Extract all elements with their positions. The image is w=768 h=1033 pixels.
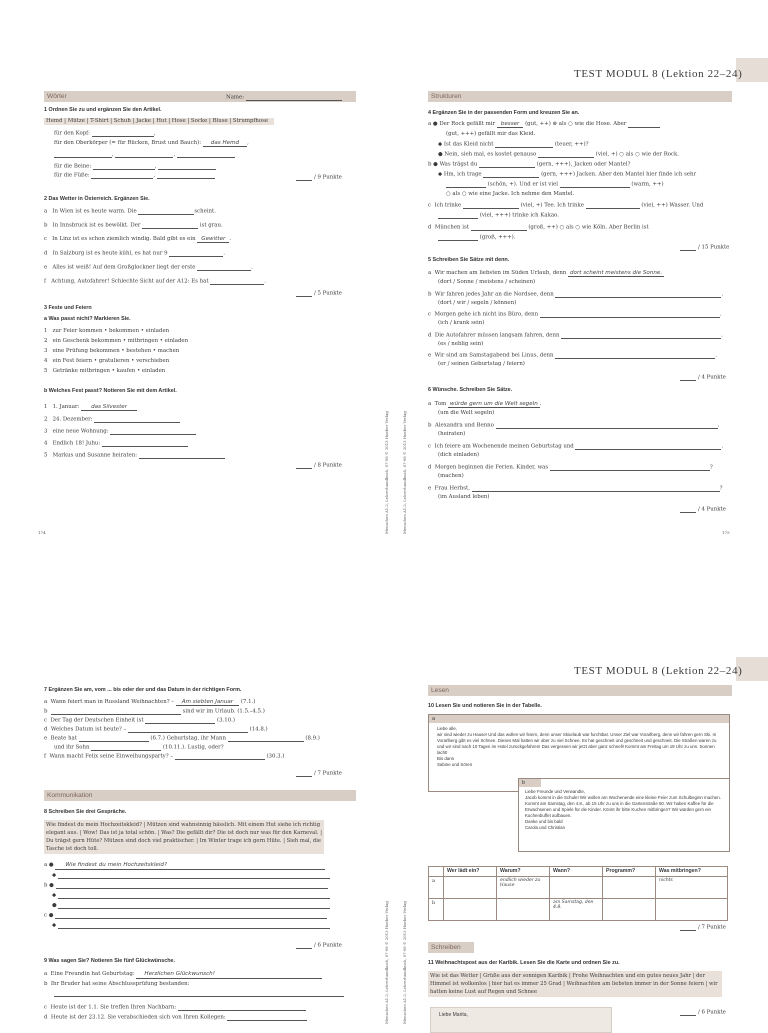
section-schreiben: Schreiben — [428, 942, 474, 953]
table-header-row — [429, 867, 728, 877]
section-kommunikation: Kommunikation — [44, 790, 356, 801]
q5-e-hint: (er / seinen Geburtstag / feiern) — [438, 361, 525, 367]
q6-a-hint: (um die Welt segeln) — [438, 410, 495, 416]
q7-title: 7 Ergänzen Sie am, vom ... bis oder der und das Datum in der richtigen Form. — [44, 687, 242, 693]
page-number-175: 175 — [722, 530, 730, 535]
q9-title: 9 Was sagen Sie? Notieren Sie fünf Glückwünsche. — [44, 958, 176, 964]
table-row: a endlich wieder zu Hause nichts — [429, 876, 728, 898]
q10-title: 10 Lesen Sie und notieren Sie in der Tabelle. — [428, 703, 542, 709]
q2-a: a In Wien ist es heute warm. Die scheint. — [44, 208, 216, 215]
q3-item-3: 3 eine Prüfung bekommen • bestehen • machen — [44, 348, 180, 354]
name-field[interactable] — [246, 94, 342, 101]
q6-b: b Alexandra und Benno . — [428, 422, 720, 429]
q6-a: a Tom würde gern um die Welt segeln . — [428, 401, 542, 407]
q4-b1: b ● Was trägst du (gern, +++), Jacken oder Mantel? — [428, 161, 631, 168]
q3-item-2: 2 ein Geschenk bekommen • mitbringen • einladen — [44, 338, 189, 344]
table-header: Wann? — [550, 867, 603, 877]
copyright-bottom-right: Menschen A1.2, Lehrerhandbuch, 07-98 © 2013 Hueber Verlag — [402, 901, 407, 1024]
q2-d: d In Salzburg ist es heute kühl, es hat nur 9 . — [44, 250, 225, 257]
q3b-5: 5 Markus und Susanne heiraten: — [44, 452, 225, 459]
q9-c: c Heute ist der 1.1. Sie treffen Ihren Nachbarn: — [44, 1004, 306, 1011]
q6-b-hint: (heiraten) — [438, 431, 466, 437]
q1-points: / 9 Punkte — [296, 174, 342, 181]
q9-b: b Ihr Bruder hat seine Abschlussprüfung bestanden: — [44, 981, 190, 987]
q11-title: 11 Weihnachtspost aus der Karibik. Lesen Sie die Karte und ordnen Sie zu. — [428, 960, 620, 966]
q2-e: e Alles ist weiß! Auf dem Großglockner liegt der erste . — [44, 264, 253, 271]
table-header: Wer lädt ein? — [444, 867, 497, 877]
q10-points: / 7 Punkte — [680, 924, 726, 931]
q7-f: f Wann macht Felix seine Einweihungsparty? – (30.3.) — [44, 753, 285, 760]
q4-points: / 15 Punkte — [680, 244, 729, 251]
table-header: Warum? — [497, 867, 550, 877]
q5-d-hint: (es / neblig sein) — [438, 341, 484, 347]
q3b-4: 4 Endlich 18! Juhu: — [44, 440, 188, 447]
q4-b2: ◆ Hm, ich trage (gern, +++) Jacken. Aber den Mantel hier finde ich sehr — [438, 171, 697, 178]
q7-c: c Der Tag der Deutschen Einheit ist (3.10.) — [44, 717, 235, 724]
q8-b3: ● — [52, 902, 330, 909]
q4-title: 4 Ergänzen Sie in der passenden Form und kreuzen Sie an. — [428, 110, 580, 116]
q1-kopf: für den Kopf: , — [54, 130, 156, 137]
section-strukturen: Strukturen — [428, 91, 732, 102]
name-label: Name: — [226, 94, 342, 101]
q2-points: / 5 Punkte — [296, 290, 342, 297]
q2-c: c In Linz ist es schon ziemlich windig. Bald gibt es ein Gewitter . — [44, 236, 232, 242]
copyright-right: Menschen A1.2, Lehrerhandbuch, 07-98 © 2013 Hueber Verlag — [402, 411, 407, 534]
q4-b3: (schön, +). Und er ist viel (warm, ++) — [446, 181, 664, 188]
copyright-left: Menschen A1.2, Lehrerhandbuch, 07-98 © 2013 Hueber Verlag — [384, 411, 389, 534]
q7-b: b sind wir im Urlaub. (1.5.–4.5.) — [44, 708, 265, 715]
q7-e: e Beate hat (6.7.) Geburtstag, ihr Mann (8.9.) — [44, 735, 320, 742]
table-row: b am Samstag, den 4.8. — [429, 898, 728, 920]
q8-c2: ◆ — [52, 922, 330, 929]
q5-a-hint: (dort / Sonne / meistens / scheinen) — [438, 279, 536, 285]
q6-title: 6 Wünsche. Schreiben Sie Sätze. — [428, 387, 513, 393]
q4-a2: (gut, +++) gefällt mir das Kleid. — [446, 131, 536, 137]
q5-points: / 4 Punkte — [680, 374, 726, 381]
q7-e2: und ihr Sohn (10.11.). Lustig, oder? — [54, 744, 224, 751]
q3b-3: 3 eine neue Wohnung: — [44, 428, 196, 435]
q8-a: a ● Wie findest du mein Hochzeitskleid? — [44, 862, 325, 870]
q1-beine: für die Beine: , — [54, 163, 216, 170]
q3-item-1: 1 zur Feier kommen • bekommen • einladen — [44, 328, 170, 334]
q9-a: a Eine Freundin hat Geburtstag: Herzlichen Glückwunsch! — [44, 971, 322, 979]
q3a-title: a Was passt nicht? Markieren Sie. — [44, 316, 131, 322]
section-lesen: Lesen — [428, 685, 732, 696]
q7-d: d Welches Datum ist heute? – (14.8.) — [44, 726, 268, 733]
letter-b-text: Liebe Freunde und Verwandte, Jacob kommt in die Schule! Wir wollen am Wochenende eine kleine Feier zum Schulbeginn machen. Kommt am Samstag, den 4.8., ab 15 Uhr zu uns in die Gartenstraße 50. Wir haben Kaffee für die Erwachsenen und Spiele für die Kinder. Könnt ihr bitte Kuchen mitbringen? Wir würden gern ein Kuchenbuffet aufbauen. Danke und bis bald Carola und Christian — [525, 789, 721, 830]
q3-points: / 8 Punkte — [296, 462, 342, 469]
q4-d2: (groß, +++). — [438, 234, 516, 241]
page-header-top: TEST MODUL 8 (Lektion 22–24) — [574, 68, 743, 80]
q5-b-hint: (dort / wir / segeln / können) — [438, 300, 517, 306]
q6-e-hint: (im Ausland leben) — [438, 494, 490, 500]
q5-c: c Morgen gehe ich nicht ins Büro, denn . — [428, 311, 722, 318]
q1-fuesse: für die Füße: , — [54, 172, 215, 179]
table-header — [429, 867, 444, 877]
page-header-bottom: TEST MODUL 8 (Lektion 22–24) — [574, 665, 743, 677]
q3-item-4: 4 ein Fest feiern • gratulieren • verschieben — [44, 358, 170, 364]
q11-wordbox: Wie ist das Wetter | Grüße aus der sonnigen Karibik | Frohe Weihnachten und ein gutes neues Jahr | der Himmel ist wolkenlos | hier hat es immer 25 Grad | Weihnachten am liebsten immer in der Sonne feiern | wir hatten keine Lust auf Regen und Schnee — [428, 971, 722, 997]
table-header: Programm? — [603, 867, 656, 877]
q6-points: / 4 Punkte — [680, 506, 726, 513]
q3b-title: b Welches Fest passt? Notieren Sie mit dem Artikel. — [44, 388, 177, 394]
q5-c-hint: (ich / krank sein) — [438, 320, 485, 326]
q3-item-5: 5 Getränke mitbringen • kaufen • einladen — [44, 368, 166, 374]
q2-title: 2 Das Wetter in Österreich. Ergänzen Sie. — [44, 196, 150, 202]
letter-a-text: Liebe alle, wir sind wieder zu Hause! Und das wollen wir feiern, denn unser Skiurlaub war furchtbar. Unser Ziel war Vorarlberg, denn wir fahren gern Ski. In Vorarlberg gibt es viel Schnee. Dieses Mal hatten wir aber zu viel Schnee. Es hat geschneit und geschneit und geschneit. Die Straßen waren zu und wir sind nach 10 Tagen im Hotel zurückgefahren! Das vergessen wir jetzt aber ganz schnell! Kommt am Freitag um 19 Uhr zu uns. Sonnen lacht! Bis dann Sabine und Sören — [437, 726, 717, 767]
q8-c1: c ● — [44, 912, 327, 919]
q4-a1: a ● Der Rock gefällt mir besser (gut, ++) ⊗ als ○ wie die Hose. Aber — [428, 121, 660, 128]
section-woerter: Wörter — [44, 91, 356, 102]
letter-b-label: b — [519, 779, 541, 787]
q6-e: e Frau Herbst, ? — [428, 485, 723, 492]
q3b-1: 1 1. Januar: das Silvester — [44, 404, 137, 411]
postcard-greeting: Liebe Marita, — [439, 1012, 468, 1018]
q8-title: 8 Schreiben Sie drei Gespräche. — [44, 809, 127, 815]
q4-c1: c Ich trinke (viel, +) Tee. Ich trinke (viel, ++) Wasser. Und — [428, 202, 704, 209]
q4-a3: ◆ Ist das Kleid nicht (teuer, ++)? — [438, 141, 589, 148]
letter-b — [518, 778, 730, 852]
q3b-2: 2 24. Dezember: — [44, 416, 180, 423]
q10-table — [428, 866, 728, 921]
q1-oberkoerper: für den Oberkörper (= für Rücken, Brust und Bauch): das Hemd , — [54, 140, 249, 146]
q1-title: 1 Ordnen Sie zu und ergänzen Sie den Artikel. — [44, 107, 162, 113]
q8-points: / 6 Punkte — [296, 942, 342, 949]
table-header: Was mitbringen? — [656, 867, 728, 877]
q5-b: b Wir fahren jedes Jahr an die Nordsee, denn . — [428, 291, 724, 298]
q7-a: a Wann feiert man in Russland Weihnachten? – Am siebten Januar (7.1.) — [44, 699, 256, 705]
q8-a2: ◆ — [52, 872, 330, 879]
q8-b1: b ● — [44, 882, 328, 889]
q6-c-hint: (dich einladen) — [438, 452, 480, 458]
q8-wordbox: Wie findest du mein Hochzeitskleid? | Mützen sind wahnsinnig hässlich. Mit einem Hut siehe ich richtig elegant aus. | Wow! Das ist ja total schön. | Was? Die gefällt dir? Die ist doch nur was für den Karneval. | Du trägst gern Hüte? Mützen sind doch viel praktischer. | Im Winter trage ich gern Hüte. | Sieh mal, die Tasche ist doch toll. — [44, 820, 324, 854]
q1-oberkoerper-answer: das Hemd — [203, 140, 247, 147]
q4-b4: ○ als ○ wie eine Jacke. Ich nehme den Mantel. — [446, 191, 575, 197]
q1-wordbox: Hemd | Mütze | T-Shirt | Schuh | Jacke | Hut | Hose | Socke | Bluse | Strumpfhose — [44, 118, 274, 125]
q9-b-line — [54, 990, 344, 997]
q3-title: 3 Feste und Feiern — [44, 305, 92, 311]
q4-a4: ● Nein, sieh mal, es kostet genauso (viel, +) ○ als ○ wie der Rock. — [438, 151, 680, 158]
q2-b: b In Innsbruck ist es bewölkt. Der ist grau. — [44, 222, 223, 229]
q6-c: c Ich feiere am Wochenende meinen Geburtstag und . — [428, 443, 724, 450]
postcard — [430, 1007, 612, 1033]
q7-points: / 7 Punkte — [296, 770, 342, 777]
q2-f: f Achtung, Autofahrer! Schlechte Sicht auf der A12: Es hat . — [44, 278, 266, 285]
q11-points: / 6 Punkte — [680, 1009, 726, 1016]
q5-d: d Die Autofahrer müssen langsam fahren, denn . — [428, 332, 723, 339]
q6-d-hint: (machen) — [438, 473, 464, 479]
q5-e: e Wir sind am Samstagabend bei Linus, denn . — [428, 352, 717, 359]
copyright-bottom-left: Menschen A1.2, Lehrerhandbuch, 07-98 © 2013 Hueber Verlag — [384, 901, 389, 1024]
q8-b2: ◆ — [52, 892, 330, 899]
letter-a-label: a — [429, 715, 729, 723]
q6-d: d Morgen beginnen die Ferien. Kinder, was ? — [428, 464, 713, 471]
q4-d1: d München ist (groß, ++) ○ als ○ wie Köln. Aber Berlin ist — [428, 224, 649, 231]
page-number-174: 174 — [38, 530, 46, 535]
q4-c2: (viel, +++) trinke ich Kakao. — [438, 212, 559, 219]
q5-a: a Wir machen am liebsten im Süden Urlaub, denn dort scheint meistens die Sonne. — [428, 270, 663, 276]
q5-title: 5 Schreiben Sie Sätze mit denn. — [428, 257, 510, 263]
q1-line2: , , — [54, 151, 235, 158]
q9-d: d Heute ist der 23.12. Sie verabschieden sich von Ihren Kollegen: — [44, 1014, 307, 1021]
